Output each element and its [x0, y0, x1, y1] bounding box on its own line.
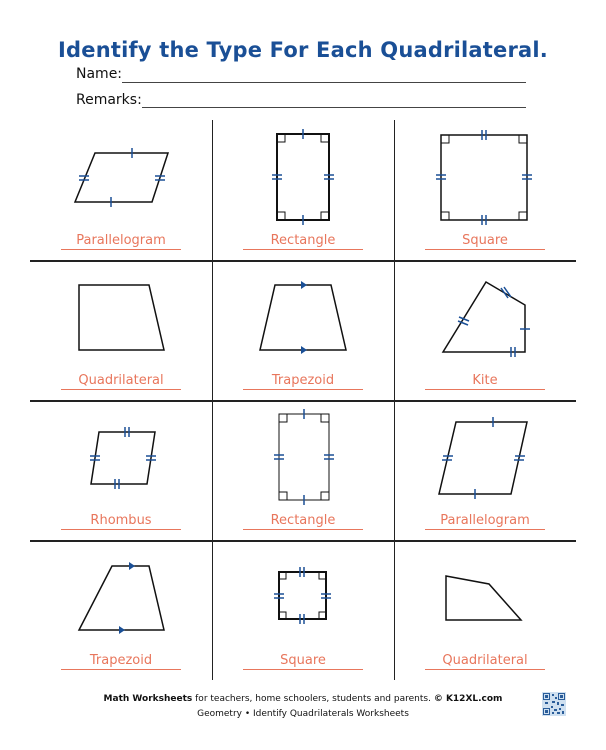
cell-parallelogram-2	[394, 400, 576, 540]
answer-line-4: Quadrilateral	[61, 373, 181, 390]
cell-quadrilateral	[30, 260, 212, 400]
remarks-label: Remarks:	[76, 92, 142, 108]
footer-site: © K12XL.com	[433, 694, 503, 704]
answer-line-1: Parallelogram	[61, 233, 181, 250]
answer-line-7: Rhombus	[61, 513, 181, 530]
cell-quadrilateral-2	[394, 540, 576, 680]
answer-line-10: Trapezoid	[61, 653, 181, 670]
footer-brand: Math Worksheets	[103, 694, 193, 704]
cell-rectangle-2	[212, 400, 394, 540]
answer-line-2: Rectangle	[243, 233, 363, 250]
answer-line-3: Square	[425, 233, 545, 250]
cell-parallelogram	[30, 120, 212, 260]
cell-square	[394, 120, 576, 260]
cell-kite	[394, 260, 576, 400]
cell-rectangle	[212, 120, 394, 260]
cell-rhombus	[30, 400, 212, 540]
answer-line-6: Kite	[425, 373, 545, 390]
answer-line-5: Trapezoid	[243, 373, 363, 390]
shapes-grid	[30, 120, 576, 680]
cell-square-2	[212, 540, 394, 680]
qr-code-icon	[542, 692, 566, 716]
name-label: Name:	[76, 66, 123, 82]
name-field-line[interactable]	[122, 82, 526, 83]
worksheet-title: Identify the Type For Each Quadrilateral.	[58, 38, 548, 62]
footer-subtitle: Geometry • Identify Quadrilaterals Worksheets	[197, 709, 409, 719]
answer-line-8: Rectangle	[243, 513, 363, 530]
footer-line-1	[0, 694, 606, 704]
answer-line-11: Square	[243, 653, 363, 670]
cell-trapezoid	[212, 260, 394, 400]
cell-trapezoid-2	[30, 540, 212, 680]
footer-tagline: for teachers, home schoolers, students and parents.	[195, 694, 431, 704]
remarks-field-line[interactable]	[142, 107, 526, 108]
answer-line-9: Parallelogram	[425, 513, 545, 530]
answer-line-12: Quadrilateral	[425, 653, 545, 670]
